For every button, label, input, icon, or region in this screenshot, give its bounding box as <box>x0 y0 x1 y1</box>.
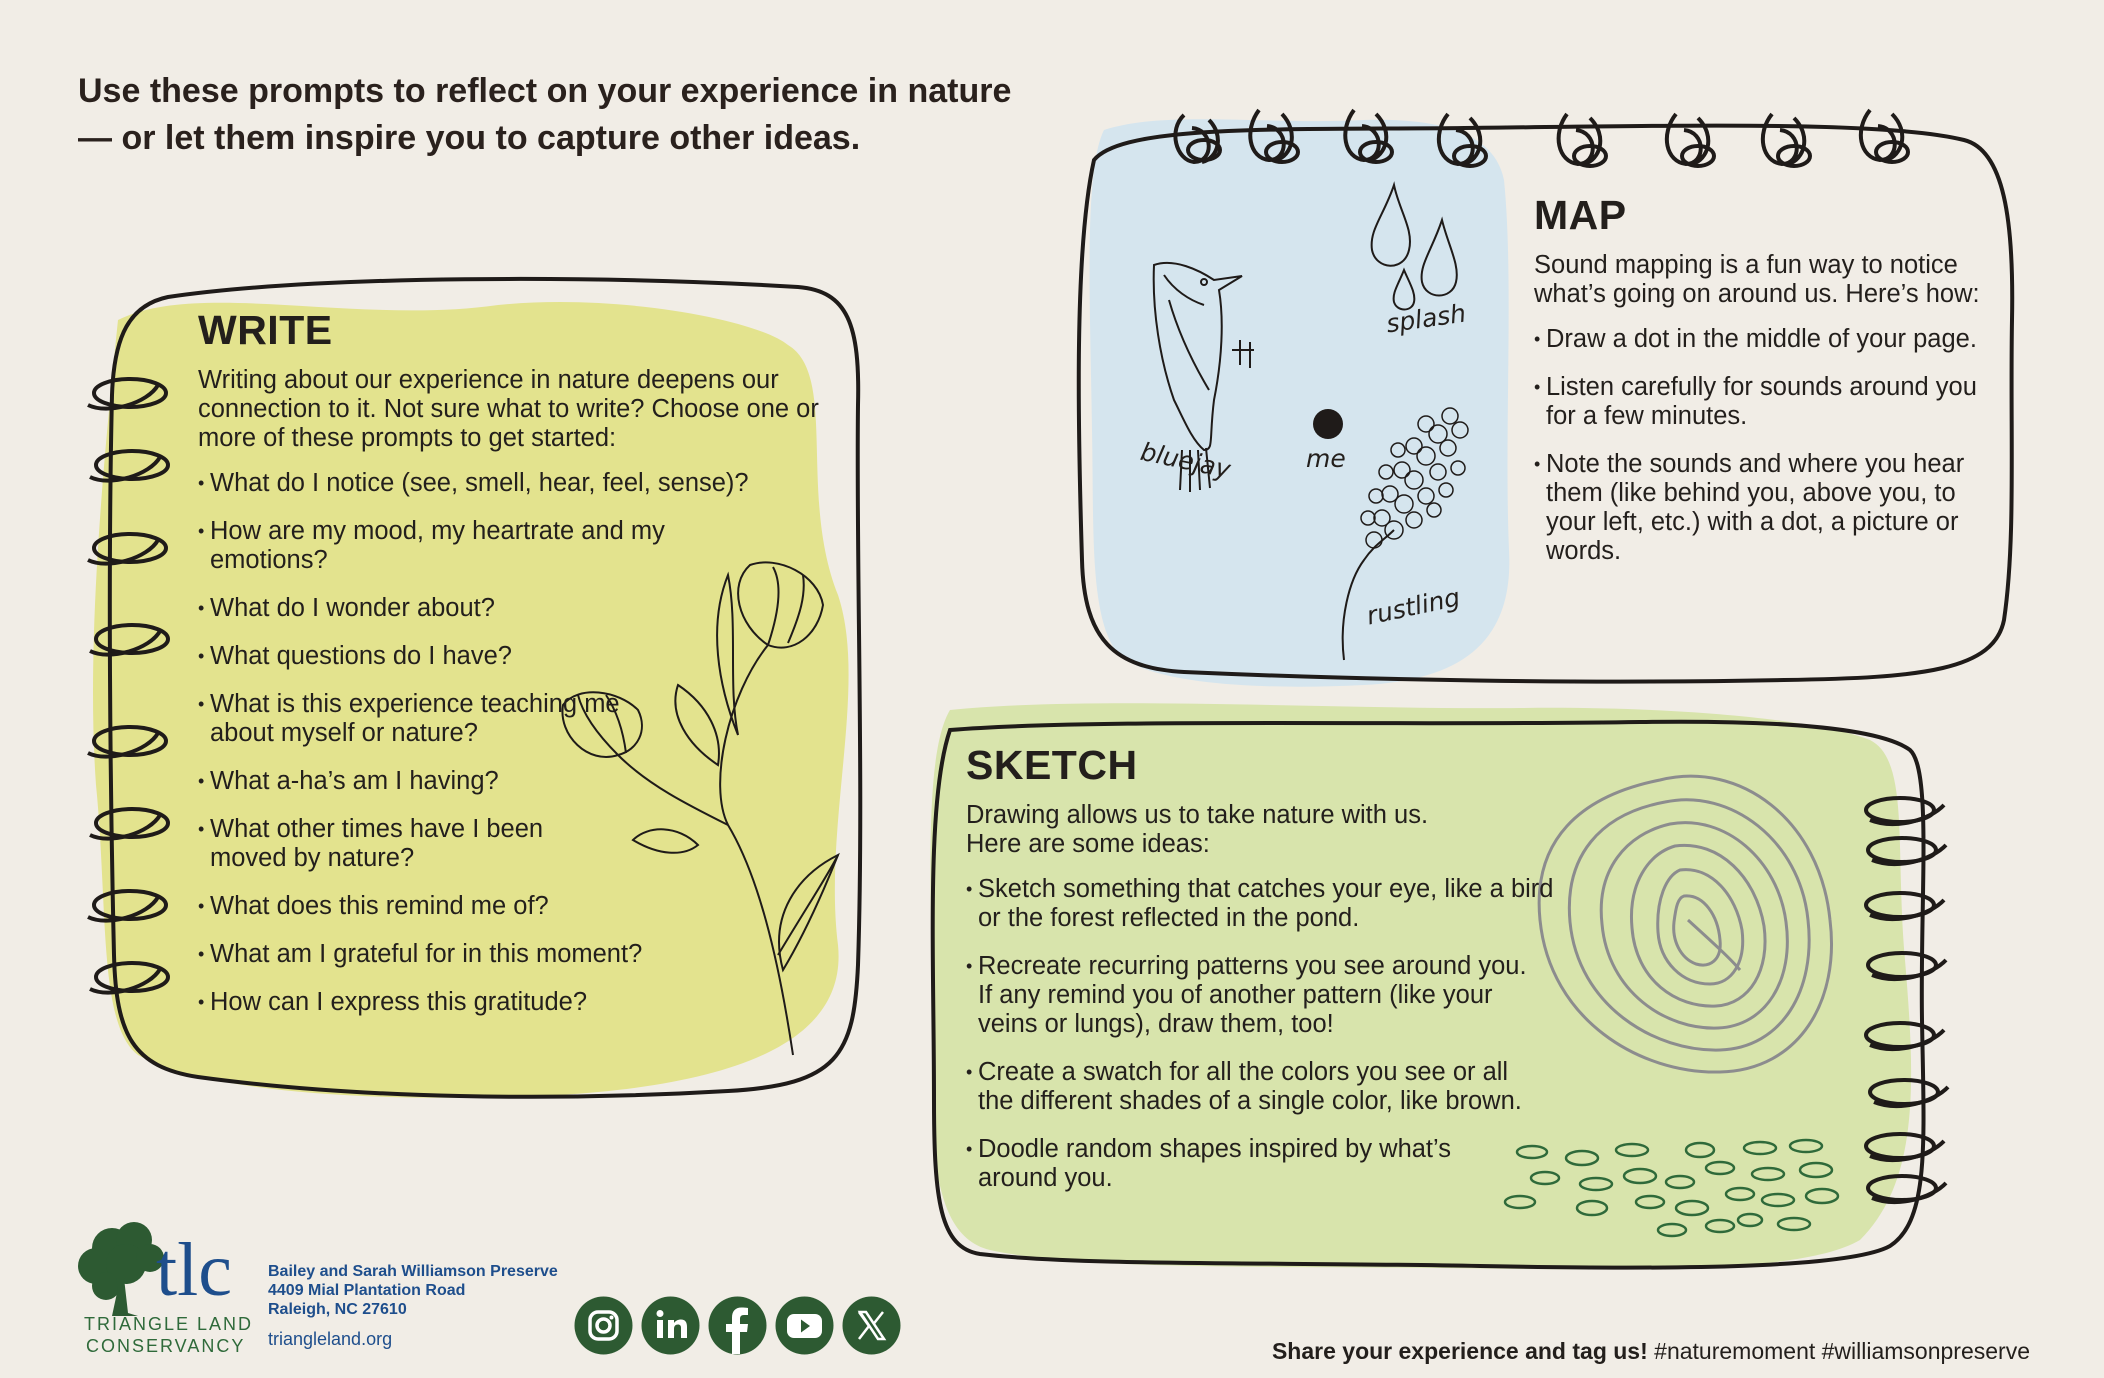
write-lead: Writing about our experience in nature deepens our connection to it. Not sure what to write? Choose one or more of these prompts to get started: <box>198 366 819 452</box>
address-line: Bailey and Sarah Williamson Preserve <box>268 1263 558 1280</box>
write-title: WRITE <box>198 307 333 353</box>
label-rustling: rustling <box>1364 582 1463 631</box>
list-item: • What questions do I have? <box>198 642 878 671</box>
intro-heading: Use these prompts to reflect on your experience in nature — or let them inspire you to capture other ideas. <box>78 72 1012 157</box>
facebook-icon[interactable] <box>708 1296 767 1355</box>
sketch-ideas-list <box>966 875 1576 1193</box>
list-item: • Listen carefully for sounds around you for a few minutes. <box>1534 373 1984 431</box>
website-link[interactable]: triangleland.org <box>268 1329 393 1349</box>
list-item: • What is this experience teaching me about myself or nature? <box>198 690 680 748</box>
map-title: MAP <box>1534 192 1627 238</box>
write-content <box>198 307 878 1036</box>
list-item: • What other times have I been moved by nature? <box>198 815 610 873</box>
map-content <box>1534 192 1984 585</box>
logo-line-2: CONSERVANCY <box>86 1336 246 1356</box>
write-prompt-list <box>198 469 878 1017</box>
list-item: • Doodle random shapes inspired by what’s around you. <box>966 1135 1518 1193</box>
list-item: • Sketch something that catches your eye, like a bird or the forest reflected in the pond. <box>966 875 1576 933</box>
list-item: • Note the sounds and where you hear them (like behind you, above you, to your left, etc.) with a dot, a picture or words. <box>1534 450 1984 566</box>
list-item: • How can I express this gratitude? <box>198 988 878 1017</box>
list-item: • What a-ha’s am I having? <box>198 767 878 796</box>
share-tagline <box>1272 1338 2030 1365</box>
address-line: Raleigh, NC 27610 <box>268 1301 407 1318</box>
list-item: • What do I wonder about? <box>198 594 878 623</box>
list-item: • Draw a dot in the middle of your page. <box>1534 325 1984 354</box>
list-item: • How are my mood, my heartrate and my emotions? <box>198 517 730 575</box>
map-card <box>1064 100 2024 695</box>
list-item: • What am I grateful for in this moment? <box>198 940 878 969</box>
address-block <box>268 1262 558 1319</box>
share-call-to-action: Share your experience and tag us! <box>1271 1338 1648 1364</box>
label-me: me <box>1306 444 1346 473</box>
sketch-lead: Drawing allows us to take nature with us. Here are some ideas: <box>966 801 1429 858</box>
linkedin-icon[interactable] <box>641 1296 700 1355</box>
logo-line-1: TRIANGLE LAND <box>84 1314 254 1334</box>
list-item: • Create a swatch for all the colors you see or all the different shades of a single color, like brown. <box>966 1058 1538 1116</box>
label-splash: splash <box>1384 298 1468 339</box>
x-icon[interactable] <box>842 1296 901 1355</box>
address-line: 4409 Mial Plantation Road <box>268 1282 466 1299</box>
center-dot <box>1313 409 1343 439</box>
logo-wordmark: tlc <box>156 1228 232 1312</box>
sketch-content <box>966 742 1576 1212</box>
sketch-title: SKETCH <box>966 742 1138 788</box>
label-bluejay: bluejay <box>1137 436 1234 485</box>
sketch-card <box>920 700 1960 1280</box>
list-item: • Recreate recurring patterns you see around you. If any remind you of another pattern (like your veins or lungs), draw them, too! <box>966 952 1538 1039</box>
map-steps-list <box>1534 325 1984 566</box>
instagram-icon[interactable] <box>574 1296 633 1355</box>
youtube-icon[interactable] <box>775 1296 834 1355</box>
map-lead: Sound mapping is a fun way to notice what’s going on around us. Here’s how: <box>1534 251 1980 308</box>
list-item: • What do I notice (see, smell, hear, feel, sense)? <box>198 469 878 498</box>
write-card <box>78 265 878 1110</box>
list-item: • What does this remind me of? <box>198 892 878 921</box>
social-links <box>574 1296 901 1355</box>
share-hashtags: #naturemoment #williamsonpreserve <box>1647 1338 2030 1364</box>
